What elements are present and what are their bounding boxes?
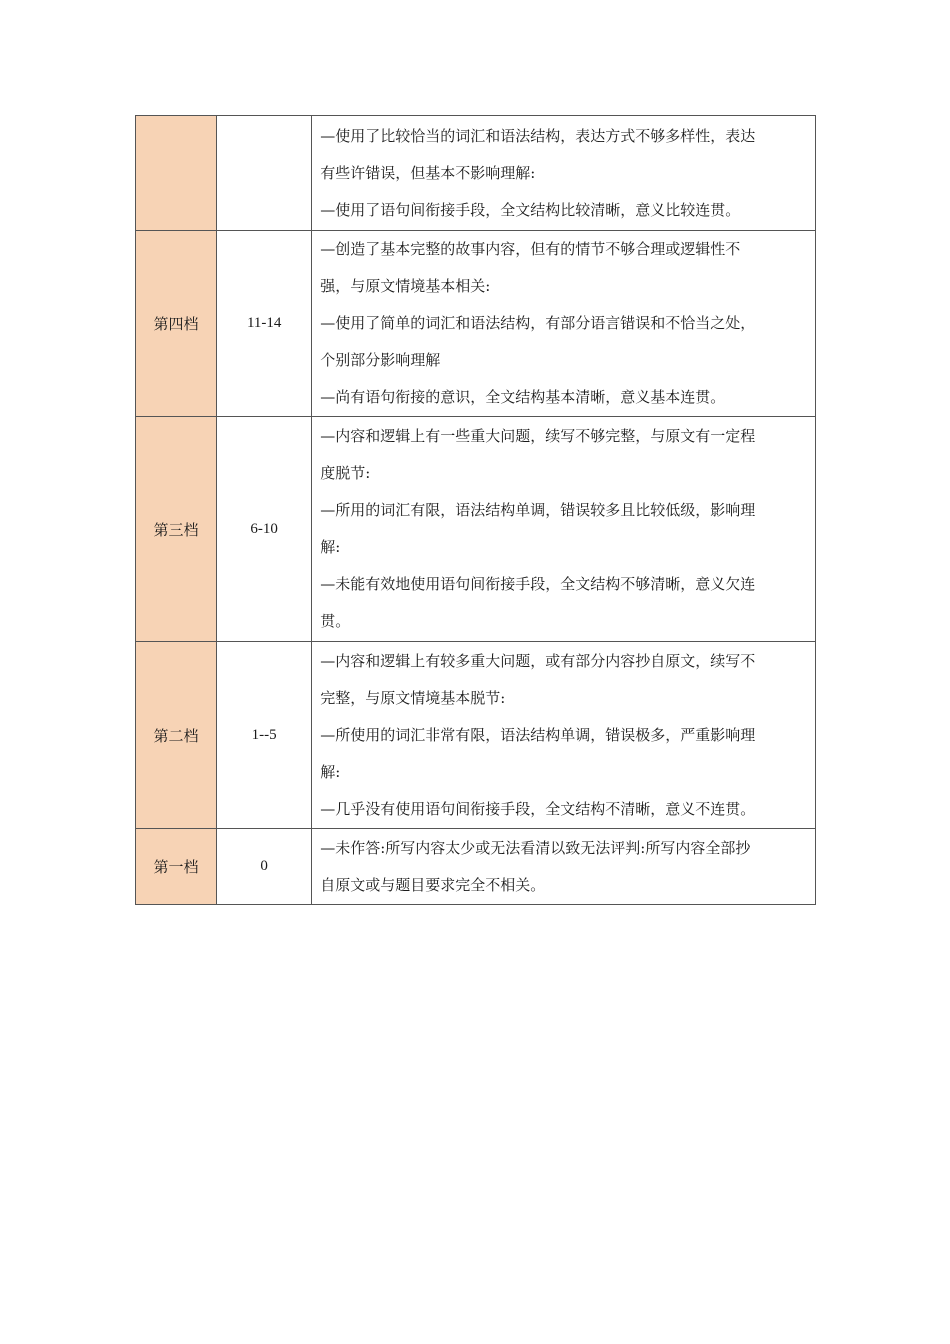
grade-cell: 第三档 xyxy=(136,417,217,642)
grade-cell: 第四档 xyxy=(136,231,217,417)
description-line: —所使用的词汇非常有限，语法结构单调，错误极多，严重影响理 xyxy=(320,725,756,744)
score-cell: 11-14 xyxy=(217,231,312,417)
score-cell: 6-10 xyxy=(217,417,312,642)
description-line: 度脱节: xyxy=(320,464,371,482)
grade-cell: 第一档 xyxy=(136,829,217,905)
description-cell xyxy=(312,417,816,642)
table-row xyxy=(136,116,816,231)
table-row xyxy=(136,231,816,417)
score-cell xyxy=(217,116,312,231)
table-row xyxy=(136,642,816,829)
description-line: —所用的词汇有限，语法结构单调，错误较多且比较低级，影响理 xyxy=(320,501,756,519)
description-cell xyxy=(312,231,816,417)
description-line: —内容和逻辑上有一些重大问题，续写不够完整，与原文有一定程 xyxy=(320,427,756,445)
score-cell: 1--5 xyxy=(217,642,312,829)
description-line: 自原文或与题目要求完全不相关。 xyxy=(320,875,546,894)
description-line: —创造了基本完整的故事内容，但有的情节不够合理或逻辑性不 xyxy=(320,240,741,258)
description-cell xyxy=(312,116,816,231)
description-line: 贯。 xyxy=(320,612,351,630)
description-line: —未作答:所写内容太少或无法看清以致无法评判:所写内容全部抄 xyxy=(320,838,751,857)
description-line: —内容和逻辑上有较多重大问题，或有部分内容抄自原文，续写不 xyxy=(320,651,756,670)
scoring-rubric-table xyxy=(135,115,816,905)
description-line: 解: xyxy=(320,762,341,781)
table-row xyxy=(136,417,816,642)
grade-cell xyxy=(136,116,217,231)
description-line: 强，与原文情境基本相关: xyxy=(320,277,491,295)
grade-cell: 第二档 xyxy=(136,642,217,829)
description-line: 完整，与原文情境基本脱节: xyxy=(320,688,506,707)
description-line: 解: xyxy=(320,538,341,556)
table-row xyxy=(136,829,816,905)
description-line: 有些许错误，但基本不影响理解: xyxy=(320,163,536,182)
description-cell xyxy=(312,642,816,829)
score-cell: 0 xyxy=(217,829,312,905)
description-line: —使用了简单的词汇和语法结构，有部分语言错误和不恰当之处， xyxy=(320,314,756,332)
description-line: 个别部分影响理解 xyxy=(320,351,441,369)
description-cell xyxy=(312,829,816,905)
description-line: —几乎没有使用语句间衔接手段，全文结构不清晰，意义不连贯。 xyxy=(320,799,756,818)
description-line: —使用了比较恰当的词汇和语法结构，表达方式不够多样性，表达 xyxy=(320,126,756,145)
description-line: —使用了语句间衔接手段，全文结构比较清晰，意义比较连贯。 xyxy=(320,200,741,219)
description-line: —尚有语句衔接的意识，全文结构基本清晰，意义基本连贯。 xyxy=(320,388,726,406)
description-line: —未能有效地使用语句间衔接手段，全文结构不够清晰，意义欠连 xyxy=(320,575,756,593)
